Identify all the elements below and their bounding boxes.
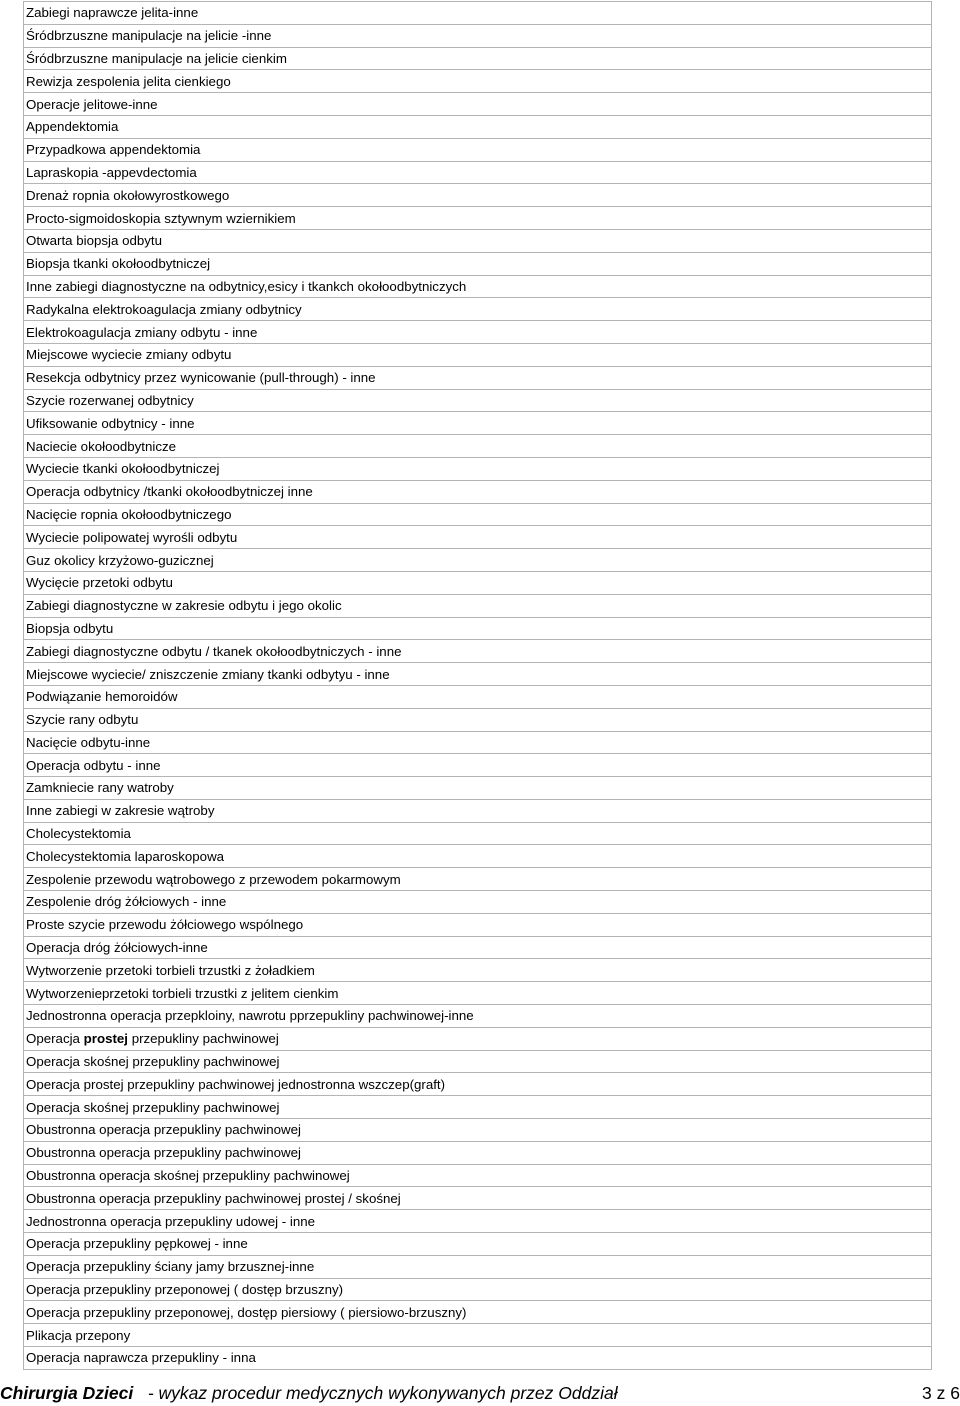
table-row [24,913,932,936]
table-row [24,343,932,366]
table-row [24,845,932,868]
procedure-name-cell [24,1073,932,1096]
procedure-name-cell [24,571,932,594]
procedure-name-cell [24,526,932,549]
procedure-name-cell [24,959,932,982]
table-row [24,275,932,298]
procedure-name-cell [24,708,932,731]
procedure-text: Plikacja przepony [26,1327,131,1343]
table-row [24,571,932,594]
table-row [24,138,932,161]
table-row [24,480,932,503]
table-row [24,526,932,549]
procedure-text: Wyciecie polipowatej wyrośli odbytu [26,529,238,545]
table-row [24,594,932,617]
table-row [24,1233,932,1256]
procedure-text: Operacja przepukliny pępkowej - inne [26,1236,248,1252]
procedure-name-cell [24,1187,932,1210]
table-row [24,457,932,480]
procedure-name-cell [24,298,932,321]
table-row [24,115,932,138]
procedure-text: Obustronna operacja przepukliny pachwinowej [26,1145,301,1161]
table-row [24,868,932,891]
table-row [24,1255,932,1278]
procedure-name-cell [24,412,932,435]
procedure-name-cell [24,845,932,868]
procedure-name-cell [24,161,932,184]
table-row [24,777,932,800]
procedure-text: Wytworzenieprzetoki torbieli trzustki z jelitem cienkim [26,985,339,1001]
procedure-text: Cholecystektomia [26,826,131,842]
procedure-text: Wyciecie tkanki okołoodbytniczej [26,461,220,477]
procedure-name-cell [24,1141,932,1164]
table-row [24,93,932,116]
procedure-text: Procto-sigmoidoskopia sztywnym wziernikiem [26,210,296,226]
procedure-text: Drenaż ropnia okołowyrostkowego [26,187,230,203]
table-row [24,184,932,207]
procedure-name-cell [24,207,932,230]
procedure-text: Podwiązanie hemoroidów [26,689,178,705]
table-row [24,298,932,321]
procedure-text: Cholecystektomia laparoskopowa [26,848,225,864]
procedure-name-cell [24,138,932,161]
procedure-text: Operacja skośnej przepukliny pachwinowej [26,1054,280,1070]
table-row [24,1187,932,1210]
table-row [24,1347,932,1370]
procedure-text: Zespolenie przewodu wątrobowego z przewodem pokarmowym [26,871,401,887]
table-row [24,161,932,184]
procedure-text: Zamkniecie rany watroby [26,780,174,796]
procedure-text: prostej [83,1031,128,1047]
procedure-text: Operacja naprawcza przepukliny - inna [26,1350,256,1366]
procedure-text: Operacja dróg żółciowych-inne [26,940,208,956]
procedure-name-cell [24,2,932,25]
procedure-text: Resekcja odbytnicy przez wynicowanie (pull-through) - inne [26,370,376,386]
procedure-name-cell [24,184,932,207]
table-row [24,1324,932,1347]
procedure-text: Obustronna operacja skośnej przepukliny pachwinowej [26,1168,350,1184]
procedure-name-cell [24,891,932,914]
procedure-text: Zespolenie dróg żółciowych - inne [26,894,227,910]
procedure-name-cell [24,549,932,572]
procedure-name-cell [24,1050,932,1073]
procedure-name-cell [24,275,932,298]
procedure-name-cell [24,389,932,412]
table-row [24,47,932,70]
procedure-name-cell [24,343,932,366]
procedure-name-cell [24,1233,932,1256]
procedure-name-cell [24,663,932,686]
table-row [24,640,932,663]
procedure-text: Naciecie okołoodbytnicze [26,438,177,454]
table-row [24,1027,932,1050]
table-row [24,503,932,526]
procedure-name-cell [24,685,932,708]
procedures-table-body [24,2,932,1370]
procedure-text: Szycie rany odbytu [26,712,139,728]
page-number: 3 z 6 [922,1383,960,1403]
table-row [24,685,932,708]
procedure-name-cell [24,1027,932,1050]
procedure-text: Operacja odbytu - inne [26,757,161,773]
table-row [24,389,932,412]
procedure-name-cell [24,1005,932,1028]
procedure-name-cell [24,252,932,275]
procedure-text: Otwarta biopsja odbytu [26,233,163,249]
procedure-name-cell [24,1255,932,1278]
procedure-name-cell [24,457,932,480]
table-row [24,70,932,93]
procedure-text: Inne zabiegi w zakresie wątroby [26,803,215,819]
procedure-name-cell [24,754,932,777]
table-row [24,321,932,344]
table-row [24,2,932,25]
procedure-text: Jednostronna operacja przepukliny udowej - inne [26,1213,316,1229]
procedure-name-cell [24,731,932,754]
procedure-text: Inne zabiegi diagnostyczne na odbytnicy,esicy i tkankch okołoodbytniczych [26,278,467,294]
table-row [24,799,932,822]
procedure-text: Operacja przepukliny ściany jamy brzusznej-inne [26,1259,315,1275]
table-row [24,891,932,914]
procedure-text: Operacja skośnej przepukliny pachwinowej [26,1099,280,1115]
procedure-name-cell [24,1210,932,1233]
procedure-text: Guz okolicy krzyżowo-guzicznej [26,552,214,568]
procedure-name-cell [24,1324,932,1347]
procedure-name-cell [24,1096,932,1119]
table-row [24,959,932,982]
procedure-name-cell [24,1164,932,1187]
procedure-name-cell [24,229,932,252]
table-row [24,754,932,777]
table-row [24,731,932,754]
table-row [24,412,932,435]
table-row [24,1164,932,1187]
procedure-name-cell [24,435,932,458]
procedure-name-cell [24,93,932,116]
procedure-name-cell [24,480,932,503]
procedure-name-cell [24,799,932,822]
footer-subtitle: - wykaz procedur medycznych wykonywanych przez Oddział [147,1383,618,1403]
procedure-name-cell [24,617,932,640]
table-row [24,549,932,572]
procedure-text: Przypadkowa appendektomia [26,142,201,158]
table-row [24,1141,932,1164]
table-row [24,207,932,230]
procedure-text: Zabiegi diagnostyczne w zakresie odbytu i jego okolic [26,598,342,614]
table-row [24,1050,932,1073]
procedure-text: Zabiegi diagnostyczne odbytu / tkanek okołoodbytniczych - inne [26,643,402,659]
procedure-text: Obustronna operacja przepukliny pachwinowej prostej / skośnej [26,1190,401,1206]
procedure-name-cell [24,321,932,344]
table-row [24,1210,932,1233]
procedure-text: Operacja przepukliny przeponowej, dostęp piersiowy ( piersiowo-brzuszny) [26,1304,467,1320]
footer-title: Chirurgia Dzieci [0,1383,134,1403]
procedure-name-cell [24,594,932,617]
procedure-name-cell [24,70,932,93]
table-row [24,663,932,686]
procedure-name-cell [24,913,932,936]
procedure-text: Rewizja zespolenia jelita cienkiego [26,73,231,89]
table-row [24,1278,932,1301]
procedure-text: Nacięcie odbytu-inne [26,734,151,750]
procedure-name-cell [24,1347,932,1370]
table-row [24,229,932,252]
procedure-text: Miejscowe wyciecie zmiany odbytu [26,347,232,363]
procedure-text: Śródbrzuszne manipulacje na jelicie -inne [26,28,272,44]
procedure-name-cell [24,1301,932,1324]
table-row [24,366,932,389]
procedure-text: Operacja odbytnicy /tkanki okołoodbytniczej inne [26,484,313,500]
procedure-text: Miejscowe wyciecie/ zniszczenie zmiany tkanki odbytyu - inne [26,666,390,682]
table-row [24,617,932,640]
procedure-text: Wytworzenie przetoki torbieli trzustki z żoładkiem [26,962,315,978]
procedure-name-cell [24,115,932,138]
table-row [24,708,932,731]
procedure-text: Radykalna elektrokoagulacja zmiany odbytnicy [26,301,302,317]
procedure-name-cell [24,1119,932,1142]
procedures-table [23,1,932,1370]
table-row [24,1005,932,1028]
procedure-text: Elektrokoagulacja zmiany odbytu - inne [26,324,258,340]
procedure-name-cell [24,366,932,389]
procedure-text: Śródbrzuszne manipulacje na jelicie cienkim [26,50,287,66]
procedure-text: Biopsja odbytu [26,620,114,636]
procedure-name-cell [24,777,932,800]
table-row [24,1301,932,1324]
table-row [24,1073,932,1096]
table-row [24,1096,932,1119]
procedure-text: Operacje jelitowe-inne [26,96,158,112]
procedure-text: Nacięcie ropnia okołoodbytniczego [26,506,232,522]
procedure-name-cell [24,503,932,526]
procedure-name-cell [24,936,932,959]
procedure-name-cell [24,868,932,891]
procedure-text: Biopsja tkanki okołoodbytniczej [26,256,211,272]
procedure-text: Operacja prostej przepukliny pachwinowej jednostronna wszczep(graft) [26,1076,446,1092]
procedure-text: Wycięcie przetoki odbytu [26,575,173,591]
table-row [24,24,932,47]
procedure-text: Ufiksowanie odbytnicy - inne [26,415,195,431]
procedure-text: Appendektomia [26,119,119,135]
page-footer [0,1381,960,1405]
procedure-name-cell [24,640,932,663]
table-row [24,982,932,1005]
procedure-text: Operacja przepukliny przeponowej ( dostęp brzuszny) [26,1282,344,1298]
procedure-text: Operacja [26,1031,84,1047]
procedure-text: przepukliny pachwinowej [128,1031,279,1047]
procedure-text: Lapraskopia -appevdectomia [26,164,197,180]
table-row [24,1119,932,1142]
procedure-text: Zabiegi naprawcze jelita-inne [26,5,199,21]
table-row [24,936,932,959]
procedure-text: Jednostronna operacja przepkloiny, nawrotu pprzepukliny pachwinowej-inne [26,1008,474,1024]
table-row [24,822,932,845]
procedure-text: Proste szycie przewodu żółciowego wspólnego [26,917,304,933]
procedure-text: Obustronna operacja przepukliny pachwinowej [26,1122,301,1138]
procedure-name-cell [24,822,932,845]
table-row [24,252,932,275]
procedure-text: Szycie rozerwanej odbytnicy [26,392,194,408]
table-row [24,435,932,458]
procedure-name-cell [24,24,932,47]
procedure-name-cell [24,1278,932,1301]
procedure-name-cell [24,982,932,1005]
procedure-name-cell [24,47,932,70]
